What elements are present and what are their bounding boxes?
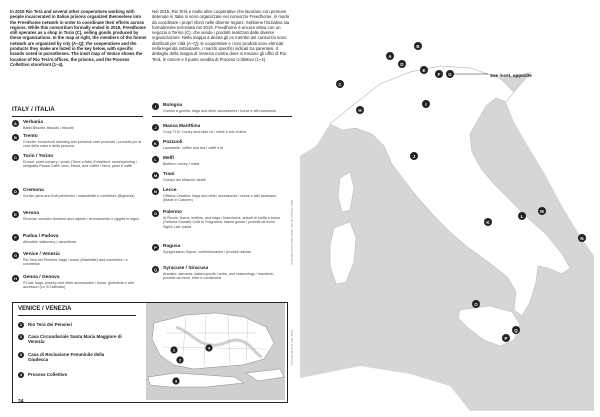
venice-badge: 4: [20, 373, 22, 377]
marker-d-label: D: [400, 61, 404, 67]
legend-city: Melfi: [163, 156, 174, 161]
venice-label: Rio Terà dei Pensieri: [28, 322, 73, 327]
legend-desc: Altracittà: stationery / cancelleria: [23, 240, 77, 244]
marker-badge: M: [153, 173, 158, 178]
legend-desc: Arcolaio: almonds, baked goods, herbs, and seasonings / mandorle, prodotti da forno, erbe e condimenti: [163, 272, 275, 281]
intro-english: In 2015 Rio Terà and several other cooperatives working with people incarcerated in Italian prisons organized themselves into the Freedhome network in order to coordinate their efforts across regions. While this consortium formally ended in 2019, Freedhome still operates as a shop in Turin (C), selling goods produced by these organizations. In the map at right, the members of the former network are organized by city (A–Q); the cooperatives and the products they make are listed in the key below, with specific brands noted in parentheses. The inset map of Venice shows the location of Rio Terà's offices, the prisons, and the Process Collettivo storefront (1–4).: [10, 9, 147, 67]
marker-badge: F: [12, 234, 19, 241]
marker-f-label: F: [437, 71, 441, 77]
section-rule-right: [152, 116, 292, 117]
marker-badge: I: [152, 103, 159, 110]
marker-c-label: C: [338, 81, 342, 87]
map-credit: Map: Annelys de Vet, Alissa Olsen and Valentina: [290, 200, 294, 265]
italy-map: [300, 6, 594, 411]
marker-k-label: K: [486, 219, 490, 225]
marker-m-label: M: [540, 208, 544, 214]
marker-badge: J: [152, 124, 159, 131]
legend-desc: Reverse: wooden furniture and objects / arredamento e oggetti in legno: [23, 217, 140, 221]
legend-desc: Gomito a gomito: bags and other accessories / borse e altri accessori: [163, 109, 277, 113]
marker-n-label: N: [580, 235, 584, 241]
marker-i-label: I: [425, 101, 427, 107]
marker-h-label: H: [358, 107, 362, 113]
marker-badge: P: [152, 244, 159, 251]
legend-city: Massa Marittima: [163, 124, 201, 129]
legend-city: Cremona: [23, 188, 44, 193]
marker-badge: Q: [153, 267, 158, 272]
legend-desc: Coop THC: honey and olive oil / miele e olio d'oliva: [163, 130, 247, 134]
legend-desc: Band Biscotti: biscuits / biscotti: [23, 126, 74, 130]
marker-badge: B: [12, 134, 19, 141]
marker-badge: C: [12, 154, 19, 161]
marker-a-label: A: [388, 53, 392, 59]
legend-city: Padua / Padova: [23, 234, 59, 239]
data-credit: Data: Rio Terà dei Pensieri: [290, 330, 294, 366]
marker-badge: G: [13, 253, 18, 258]
legend-city: Ragusa: [163, 244, 181, 249]
see-inset-note: See inset, opposite: [490, 73, 532, 78]
section-title: ITALY / ITALIA: [12, 107, 55, 113]
legend-desc: Ecosol: plant nursery / vivaio (Terre e Arte) Extraliberi: screenprinting / serigrafia Pausa Caffè: beer, bread, and coffee / birra, pane e caffè: [23, 160, 138, 169]
marker-badge: E: [12, 211, 19, 218]
venice-title: VENICE / VENEZIA: [18, 306, 72, 312]
marker-badge: O: [153, 211, 158, 216]
marker-q-label: Q: [514, 327, 518, 333]
legend-city: Verbania: [23, 120, 43, 125]
venice-badge: 2: [20, 335, 22, 339]
marker-p-label: P: [504, 335, 508, 341]
legend-city: Trani: [163, 172, 175, 177]
venice-marker-4-label: 4: [207, 345, 211, 351]
venice-badge: 1: [20, 323, 22, 327]
legend-city: Genoa / Genova: [23, 275, 60, 280]
legend-city: Verona: [23, 211, 39, 216]
marker-badge: H: [12, 275, 19, 282]
marker-badge: L: [152, 156, 159, 163]
marker-badge: D: [12, 188, 19, 195]
marker-o-label: O: [474, 301, 478, 307]
marker-j-label: J: [412, 153, 416, 159]
legend-desc: Sprigionlamo Sapori: confectionaries / prodotti dolciari: [163, 250, 252, 254]
legend-desc: Lazzarelle: coffee and tea / caffè e tè: [163, 146, 224, 150]
legend-city: Palermo: [163, 210, 182, 215]
legend-desc: Officina Creativa: bags and other accessories / borse e altri accessori (Made in Carcere): [163, 194, 277, 203]
venice-rule: [18, 315, 136, 316]
marker-e-label: E: [422, 67, 426, 73]
legend-city: Syracuse / Siracusa: [163, 266, 209, 271]
legend-desc: Sorrisi: jams and fruit preserves / marmellate e confetture (Bigiornia): [23, 194, 135, 198]
legend-desc: S'Cart: bags, jewelry and other accessories / borse, gioielleria e altri accessori (Lo S'Cattinato): [23, 281, 134, 290]
marker-b-label: B: [416, 43, 420, 49]
venice-label: Process Collettivo: [28, 372, 68, 377]
legend-desc: Al Revés: linens, textiles, and bags / biancheria, articoli di stoffa e borse (Sartoria Sociale) Cotti in Fragranza: baked goods / prodotti da forno Sigillo Lab: pasta: [163, 216, 281, 229]
intro-italian: Nel 2015, Rio Terà e molte altre cooperative che lavorano con persone detenute in Italia si sono organizzate nel consorzio Freedhome, in modo da coordinare i propri sforzi nelle diverse regioni. Sebbene l'iniziativa sia formalmente terminata nel 2019, Freedhome è ancora attiva con un negozio a Torino (C), che vende i prodotti realizzati dalle diverse organizzazioni. Nella mappa a destra gli ex membri del consorzio sono distribuiti per città (A–Q); le cooperative e i loro prodotti sono elencati nella legenda sottostante, i marchi specifici indicati tra parentesi. Il dettaglio della mappa di Venezia mostra dove si trovano gli uffici di Rio Terà, le carceri e il punto vendita di Process Collettivo (1–4).: [152, 9, 290, 62]
venice-badge: 3: [20, 353, 22, 357]
legend-desc: Campo dei Miracoli: taralli: [163, 178, 206, 182]
venice-marker-1-label: 1: [172, 347, 176, 353]
legend-city: Turin / Torino: [23, 154, 54, 159]
legend-city: Trento: [23, 134, 38, 139]
legend-city: Bologna: [163, 103, 183, 108]
venice-inset-map: [146, 303, 285, 400]
venice-label: Casa di Reclusione Femminile della Giudecca: [28, 352, 105, 363]
section-rule: [12, 116, 143, 117]
legend-desc: Biofiore: honey / miele: [163, 162, 200, 166]
marker-badge: A: [12, 120, 19, 127]
marker-badge: K: [152, 140, 159, 147]
marker-l-label: L: [520, 213, 524, 219]
marker-badge: N: [152, 188, 159, 195]
page-number: 24: [18, 399, 24, 405]
marker-g-label: G: [448, 71, 452, 77]
legend-city: Pozzuoli: [163, 140, 183, 145]
italy-map-panel: [300, 6, 594, 411]
legend-desc: Rio Terà dei Pensieri: bags / borse (Malefatte) and cosmetics / e cosmetica: [23, 258, 128, 267]
venice-marker-3-label: 3: [174, 378, 178, 384]
legend-city: Venice / Venezia: [23, 252, 60, 257]
legend-desc: Chindet: household cleaning and personal care products / prodotti per la cura della casa e della persona: [23, 140, 141, 149]
legend-city: Lecce: [163, 188, 177, 193]
venice-label: Casa Circondariale Santa Maria Maggiore di Venezia: [28, 334, 122, 345]
venice-marker-2-label: 2: [178, 357, 182, 363]
